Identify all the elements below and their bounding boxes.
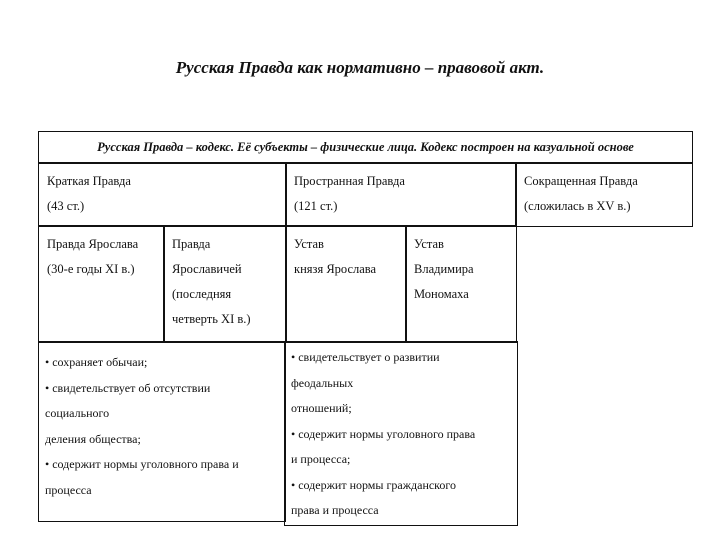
feature-line: отношений; [291,401,352,415]
part-line: Владимира [414,262,474,276]
feature-line: процесса [45,482,92,497]
feature-line: социального [45,406,110,420]
feature-line: права и процесса [291,503,379,517]
feature-line: • содержит нормы уголовного права [291,426,476,441]
part-line: Ярославичей [172,262,242,276]
part-line: четверть XI в.) [172,312,251,326]
feature-line: феодальных [291,375,354,390]
part-line: князя Ярослава [294,262,377,276]
page-title: Русская Правда как нормативно – правовой акт. [175,58,545,77]
part-ustav-monomakha [405,225,517,343]
edition-short [38,162,287,227]
feature-line: и процесса; [291,452,351,466]
part-line: Правда Ярослава [47,237,139,251]
header-cell: Русская Правда – кодекс. Её субъекты – физические лица. Кодекс построен на казуальной основе [38,131,693,164]
part-line: Правда [172,237,211,251]
part-pravda-yaroslava [38,225,165,343]
edition-abridged [515,162,693,227]
feature-line: • свидетельствует об отсутствии [45,380,211,395]
part-pravda-yaroslavichey [163,225,287,343]
feature-line: • содержит нормы уголовного права и [45,457,239,471]
edition-note: (43 ст.) [47,199,85,213]
feature-line: деления общества; [45,431,141,446]
edition-name: Краткая Правда [47,174,131,188]
edition-name: Пространная Правда [294,174,405,188]
feature-line: • содержит нормы гражданского [291,477,457,492]
extended-features [284,341,518,526]
edition-note: (121 ст.) [294,199,338,213]
part-ustav-yaroslava [285,225,407,343]
part-line: Устав [294,237,324,251]
feature-line: • сохраняет обычаи; [45,355,148,369]
part-line: (последняя [172,287,232,301]
short-features [38,341,286,522]
edition-name: Сокращенная Правда [524,174,638,188]
edition-extended [285,162,517,227]
edition-note: (сложилась в XV в.) [524,199,631,213]
part-line: (30-е годы XI в.) [47,262,135,276]
part-line: Мономаха [414,287,469,301]
feature-line: • свидетельствует о развитии [291,350,440,364]
part-line: Устав [414,237,444,251]
